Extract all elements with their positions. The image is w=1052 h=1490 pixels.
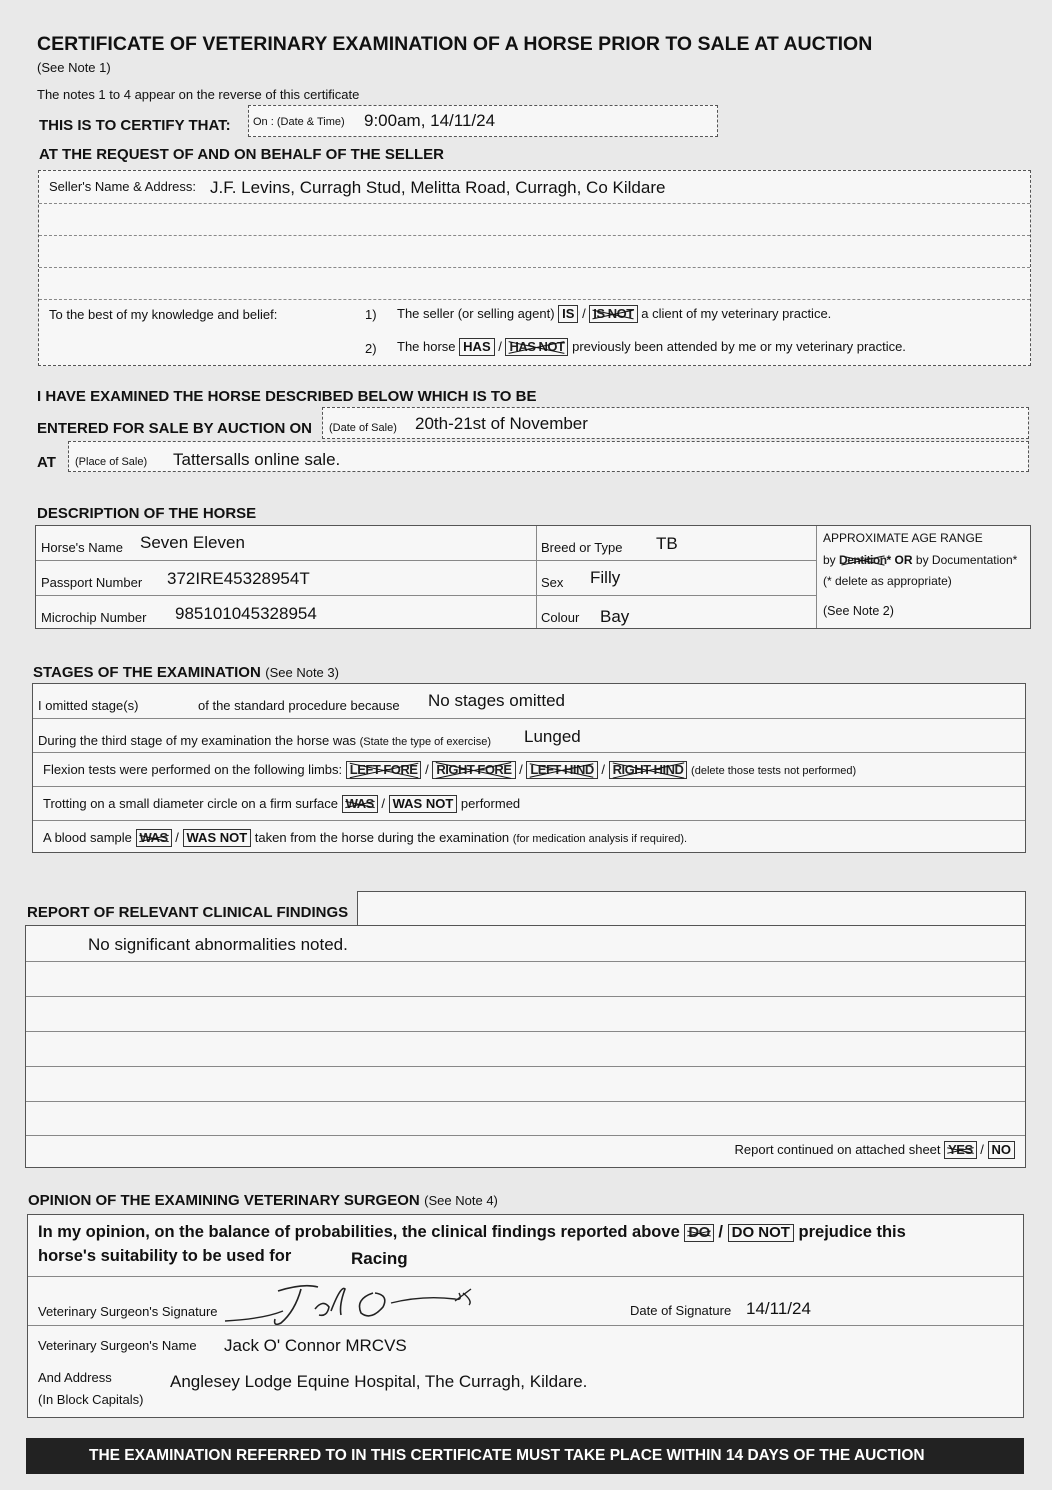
report-line bbox=[26, 1031, 1025, 1032]
seller-line bbox=[39, 235, 1030, 236]
seller-value: J.F. Levins, Curragh Stud, Melitta Road, Curragh, Co Kildare bbox=[210, 178, 666, 197]
left-hind-struck: LEFT HIND bbox=[526, 761, 597, 779]
row-divider bbox=[36, 560, 816, 561]
request-heading: AT THE REQUEST OF AND ON BEHALF OF THE SELLER bbox=[39, 146, 444, 163]
seller-line bbox=[39, 203, 1030, 204]
trotting-label: Trotting on a small diameter circle on a firm surface bbox=[43, 796, 339, 811]
opinion-divider bbox=[28, 1325, 1023, 1326]
col-divider bbox=[536, 526, 537, 628]
stages-note: (See Note 3) bbox=[265, 665, 339, 680]
opinion-heading: OPINION OF THE EXAMINING VETERINARY SURGEON bbox=[28, 1192, 420, 1209]
opinion-note: (See Note 4) bbox=[424, 1193, 498, 1208]
attended-statement-post: previously been attended by me or my veterinary practice. bbox=[572, 339, 906, 354]
date-time-label: On : (Date & Time) bbox=[253, 116, 345, 128]
flexion-post: (delete those tests not performed) bbox=[691, 765, 857, 777]
address-label: And Address bbox=[38, 1370, 112, 1385]
trotting-post: performed bbox=[460, 796, 521, 811]
colour-label: Colour bbox=[541, 610, 580, 625]
report-line bbox=[26, 1135, 1025, 1136]
report-line bbox=[26, 1066, 1025, 1067]
sex-label: Sex bbox=[541, 575, 564, 590]
do-option-struck: DO bbox=[684, 1224, 714, 1242]
third-stage-text: During the third stage of my examination the horse was bbox=[38, 733, 356, 748]
passport-label: Passport Number bbox=[41, 575, 143, 590]
age-method bbox=[823, 553, 1017, 567]
age-by-documentation: by Documentation* bbox=[915, 553, 1018, 567]
has-not-option-struck: HAS NOT bbox=[505, 338, 568, 356]
omitted-because: of the standard procedure because bbox=[198, 698, 400, 713]
age-see-note: (See Note 2) bbox=[823, 604, 894, 618]
sale-place-label: (Place of Sale) bbox=[75, 456, 148, 468]
yes-option-struck: YES bbox=[944, 1141, 977, 1159]
horse-name-label: Horse's Name bbox=[41, 540, 123, 555]
report-continued-label: Report continued on attached sheet bbox=[734, 1142, 941, 1157]
sale-date-value: 20th-21st of November bbox=[415, 414, 588, 433]
attended-statement-pre: The horse bbox=[397, 339, 456, 354]
sale-date-field bbox=[322, 407, 1029, 439]
passport-value: 372IRE45328954T bbox=[167, 569, 310, 588]
notes-info: The notes 1 to 4 appear on the reverse of this certificate bbox=[37, 87, 360, 102]
no-option: NO bbox=[988, 1141, 1016, 1159]
is-not-option-struck: IS NOT bbox=[589, 305, 637, 323]
has-option: HAS bbox=[459, 338, 494, 356]
dentition-struck: Dentition bbox=[839, 553, 887, 567]
col-divider bbox=[816, 526, 817, 628]
description-table bbox=[35, 525, 1031, 629]
date-time-field bbox=[248, 105, 718, 137]
flexion-label: Flexion tests were performed on the following limbs: bbox=[43, 762, 343, 777]
examined-heading: I HAVE EXAMINED THE HORSE DESCRIBED BELOW WHICH IS TO BE bbox=[37, 388, 537, 405]
certificate-title: CERTIFICATE OF VETERINARY EXAMINATION OF A HORSE PRIOR TO SALE AT AUCTION bbox=[37, 33, 873, 55]
breed-value: TB bbox=[656, 534, 678, 553]
is-option: IS bbox=[558, 305, 578, 323]
opinion-text2: prejudice this bbox=[798, 1223, 906, 1241]
report-heading: REPORT OF RELEVANT CLINICAL FINDINGS bbox=[27, 904, 349, 921]
flexion-row: Flexion tests were performed on the following limbs: LEFT FORE / RIGHT FORE / LEFT HIND / RIGHT HIND (delete those tests not performed) bbox=[43, 762, 857, 777]
do-not-option: DO NOT bbox=[728, 1224, 794, 1242]
age-or: * OR bbox=[886, 553, 913, 567]
seller-line bbox=[39, 267, 1030, 268]
opinion-heading-row bbox=[28, 1192, 498, 1210]
opinion-divider bbox=[28, 1276, 1023, 1277]
age-range-heading: APPROXIMATE AGE RANGE bbox=[823, 531, 983, 545]
third-stage-sub: (State the type of exercise) bbox=[359, 736, 492, 748]
left-fore-struck: LEFT FORE bbox=[346, 761, 422, 779]
see-note-1: (See Note 1) bbox=[37, 60, 111, 75]
blood-row: A blood sample WAS / WAS NOT taken from the horse during the examination (for medication analysis if required). bbox=[43, 830, 688, 845]
seller-line bbox=[39, 299, 1030, 300]
row-divider bbox=[33, 752, 1025, 753]
sex-value: Filly bbox=[590, 568, 621, 587]
report-line bbox=[26, 1101, 1025, 1102]
age-delete-note: (* delete as appropriate) bbox=[823, 574, 952, 588]
colour-value: Bay bbox=[600, 607, 630, 626]
seller-box bbox=[38, 170, 1031, 366]
blood-label: A blood sample bbox=[43, 830, 132, 845]
omitted-label: I omitted stage(s) bbox=[38, 698, 139, 713]
client-statement-post: a client of my veterinary practice. bbox=[641, 306, 832, 321]
report-heading-box bbox=[357, 891, 1026, 926]
certify-label: THIS IS TO CERTIFY THAT: bbox=[39, 117, 231, 134]
report-line bbox=[26, 996, 1025, 997]
row-divider bbox=[36, 595, 816, 596]
signature-date-value: 14/11/24 bbox=[746, 1299, 811, 1318]
seller-label: Seller's Name & Address: bbox=[49, 179, 196, 194]
opinion-text3: horse's suitability to be used for bbox=[38, 1247, 292, 1265]
report-continued-row: Report continued on attached sheet YES / NO bbox=[735, 1141, 1015, 1159]
row-divider bbox=[33, 820, 1025, 821]
blood-was-option-struck: WAS bbox=[136, 829, 172, 847]
item2-number: 2) bbox=[365, 341, 377, 356]
vet-name-label: Veterinary Surgeon's Name bbox=[38, 1338, 197, 1353]
entered-heading: ENTERED FOR SALE BY AUCTION ON bbox=[37, 420, 313, 437]
sale-place-value: Tattersalls online sale. bbox=[173, 450, 341, 469]
was-not-option: WAS NOT bbox=[389, 795, 458, 813]
client-statement: The seller (or selling agent) IS / IS NOT a client of my veterinary practice. bbox=[397, 306, 832, 321]
stages-heading: STAGES OF THE EXAMINATION bbox=[33, 664, 261, 681]
stages-table bbox=[32, 683, 1026, 853]
address-sub-label: (In Block Capitals) bbox=[38, 1392, 144, 1407]
blood-post: taken from the horse during the examination bbox=[254, 830, 510, 845]
microchip-label: Microchip Number bbox=[41, 610, 147, 625]
row-divider bbox=[33, 718, 1025, 719]
blood-sub: (for medication analysis if required). bbox=[512, 833, 688, 845]
signature-label: Veterinary Surgeon's Signature bbox=[38, 1304, 218, 1319]
right-fore-struck: RIGHT FORE bbox=[432, 761, 515, 779]
omitted-value: No stages omitted bbox=[428, 691, 566, 710]
signature-date-label: Date of Signature bbox=[630, 1303, 732, 1318]
right-hind-struck: RIGHT HIND bbox=[609, 761, 688, 779]
third-stage-value: Lunged bbox=[524, 727, 581, 746]
footer-banner bbox=[26, 1438, 1024, 1474]
footer-banner-text: THE EXAMINATION REFERRED TO IN THIS CERTIFICATE MUST TAKE PLACE WITHIN 14 DAYS OF THE AUCTION bbox=[89, 1447, 925, 1464]
report-line bbox=[26, 961, 1025, 962]
breed-label: Breed or Type bbox=[541, 540, 623, 555]
horse-name-value: Seven Eleven bbox=[140, 533, 245, 552]
date-time-value: 9:00am, 14/11/24 bbox=[364, 111, 496, 130]
opinion-statement: In my opinion, on the balance of probabilities, the clinical findings reported above DO / DO NOT prejudice this bbox=[38, 1223, 906, 1241]
was-option-struck: WAS bbox=[342, 795, 378, 813]
purpose-value: Racing bbox=[351, 1249, 408, 1268]
age-by: by bbox=[823, 553, 836, 567]
vet-name-value: Jack O' Connor MRCVS bbox=[224, 1336, 407, 1355]
sale-date-label: (Date of Sale) bbox=[329, 422, 397, 434]
row-divider bbox=[33, 786, 1025, 787]
opinion-box bbox=[27, 1214, 1024, 1418]
microchip-value: 985101045328954 bbox=[175, 604, 317, 623]
opinion-text1: In my opinion, on the balance of probabilities, the clinical findings reported above bbox=[38, 1223, 680, 1241]
third-stage-label bbox=[38, 733, 491, 748]
client-statement-pre: The seller (or selling agent) bbox=[397, 306, 555, 321]
report-box bbox=[25, 925, 1026, 1168]
trotting-row: Trotting on a small diameter circle on a firm surface WAS / WAS NOT performed bbox=[43, 796, 521, 811]
address-value: Anglesey Lodge Equine Hospital, The Curragh, Kildare. bbox=[170, 1372, 588, 1391]
vet-signature bbox=[223, 1281, 523, 1331]
description-heading: DESCRIPTION OF THE HORSE bbox=[37, 505, 257, 522]
sale-place-field bbox=[68, 441, 1029, 472]
at-label: AT bbox=[37, 454, 56, 471]
blood-was-not-option: WAS NOT bbox=[183, 829, 252, 847]
stages-heading-row bbox=[33, 664, 339, 682]
belief-label: To the best of my knowledge and belief: bbox=[49, 307, 278, 322]
item1-number: 1) bbox=[365, 307, 377, 322]
attended-statement: The horse HAS / HAS NOT previously been attended by me or my veterinary practice. bbox=[397, 339, 906, 354]
report-value: No significant abnormalities noted. bbox=[88, 935, 348, 954]
